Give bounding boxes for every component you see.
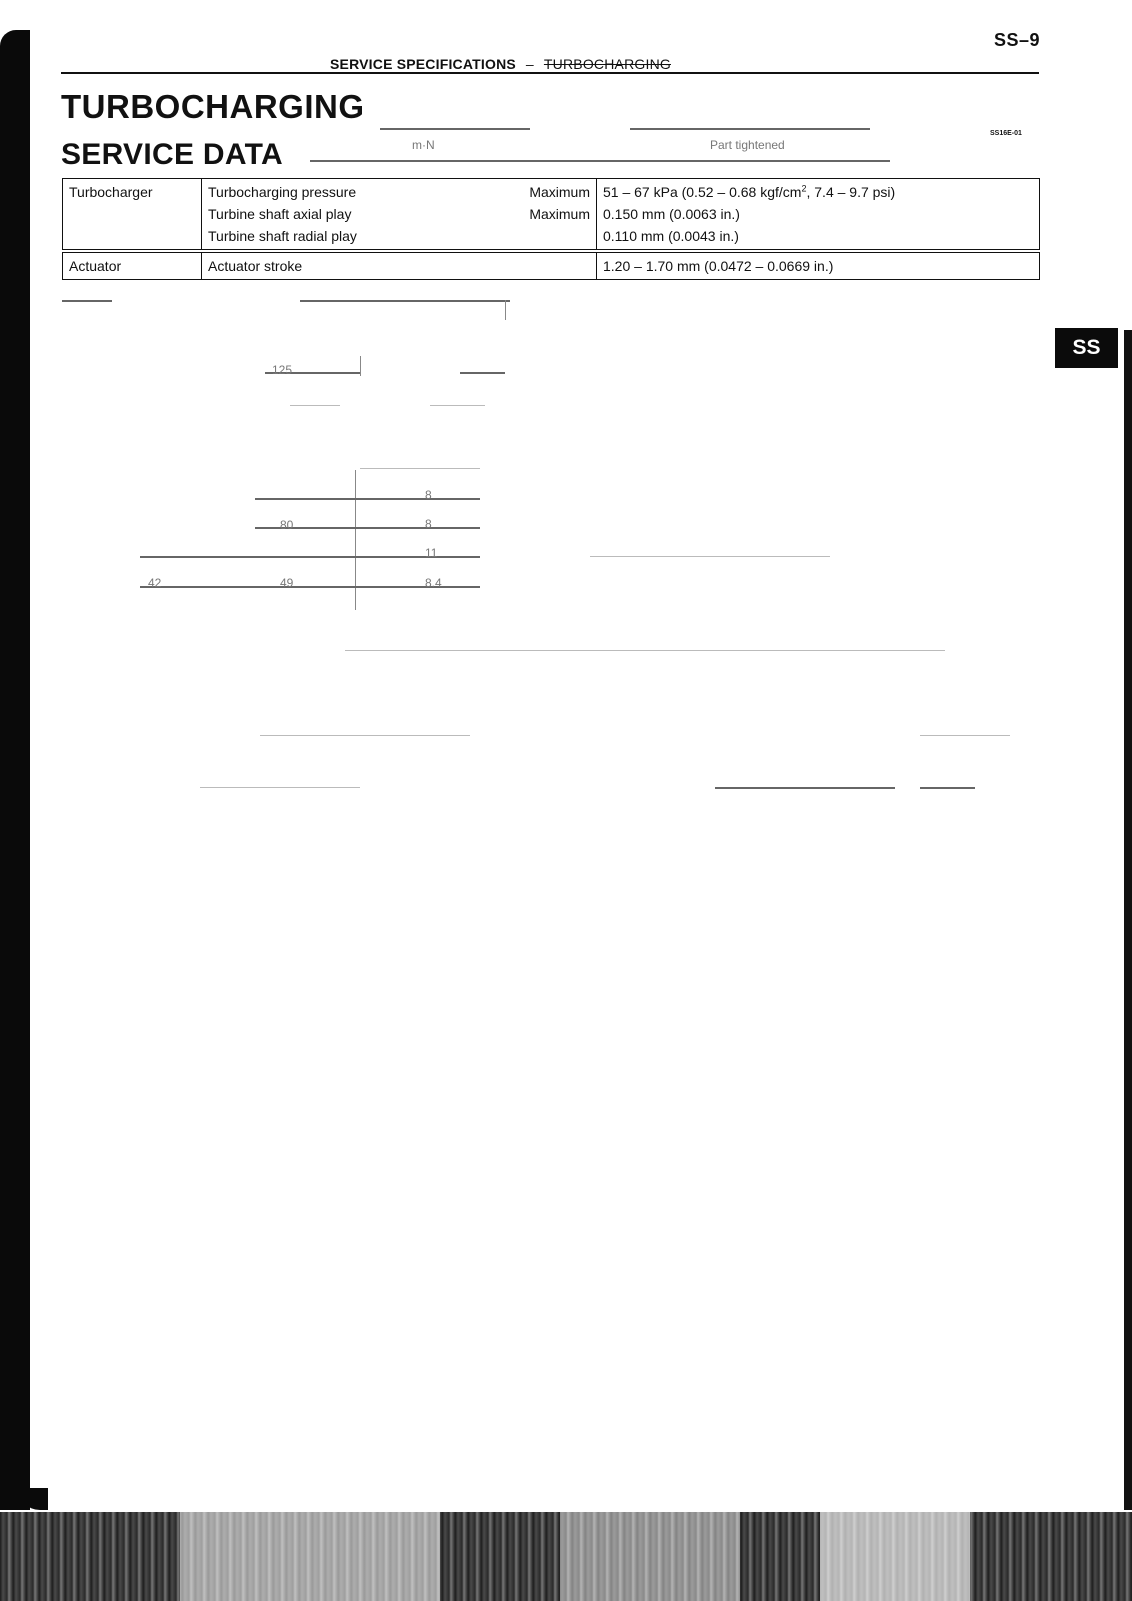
page-title: TURBOCHARGING — [61, 88, 365, 125]
bleed-line — [920, 787, 975, 789]
bleed-line — [310, 160, 890, 162]
table-row — [63, 253, 1040, 280]
bleed-line — [430, 405, 485, 406]
bleed-text: Part tightened — [710, 138, 785, 152]
running-head-section: SERVICE SPECIFICATIONS — [330, 56, 516, 72]
bleed-text: 49 — [280, 576, 294, 590]
limit-label: Maximum — [529, 184, 590, 200]
item-label: Turbine shaft radial play — [208, 228, 357, 244]
component-cell: Actuator — [63, 253, 202, 280]
value-cell: 1.20 – 1.70 mm (0.0472 – 0.0669 in.) — [597, 253, 1040, 280]
header-rule — [61, 72, 1039, 74]
bleed-text: 8 — [425, 517, 432, 531]
bleed-text: 125 — [272, 363, 293, 377]
page-number: SS–9 — [993, 30, 1040, 50]
bleed-text: 8 — [425, 488, 432, 502]
item-label: Turbine shaft axial play — [208, 206, 352, 222]
bleed-line — [360, 468, 480, 469]
limit-cell — [474, 253, 597, 280]
bleed-line — [380, 128, 530, 130]
bleed-line — [590, 556, 830, 557]
bleed-text: 80 — [280, 518, 294, 532]
bleed-line — [300, 300, 510, 302]
scan-left-edge — [0, 30, 30, 1510]
value-text: 51 – 67 kPa (0.52 – 0.68 kgf/$cm^2$, 7.4 – 9.7 psi) — [603, 183, 896, 200]
bleed-line — [460, 372, 505, 374]
bleed-text: 8.4 — [425, 576, 442, 590]
item-cell: Actuator stroke — [202, 253, 475, 280]
bleed-line — [355, 470, 356, 610]
bleed-line — [630, 128, 870, 130]
bleed-line — [255, 498, 480, 500]
section-tab[interactable]: SS — [1055, 328, 1118, 368]
table-row — [63, 179, 1040, 250]
running-head — [330, 56, 671, 72]
document-code: SS16E-01 — [990, 130, 1022, 137]
section-title: SERVICE DATA — [61, 138, 283, 171]
service-data-table — [62, 178, 1040, 280]
limit-cell — [474, 179, 597, 250]
item-cell — [202, 179, 475, 250]
bleed-line — [290, 405, 340, 406]
running-head-subsection: TURBOCHARGING — [543, 56, 671, 72]
scan-bottom-edge — [0, 1512, 1132, 1601]
limit-label: Maximum — [529, 206, 590, 222]
value-text: 0.150 mm (0.0063 in.) — [603, 206, 740, 222]
bleed-text: m·N — [412, 138, 435, 152]
bleed-line — [200, 787, 360, 788]
component-cell: Turbocharger — [63, 179, 202, 250]
bleed-text: 11 — [425, 546, 438, 560]
running-head-separator: – — [525, 56, 534, 72]
bleed-line — [260, 735, 470, 736]
bleed-line — [715, 787, 895, 789]
bleed-line — [920, 735, 1010, 736]
bleed-line — [505, 300, 506, 320]
scan-right-edge — [1124, 330, 1132, 1510]
value-cell — [597, 179, 1040, 250]
bleed-line — [62, 300, 112, 302]
bleed-line — [360, 356, 361, 376]
item-label: Turbocharging pressure — [208, 184, 357, 200]
bleed-text: 42 — [148, 576, 162, 590]
value-text: 0.110 mm (0.0043 in.) — [603, 228, 739, 244]
bleed-line — [345, 650, 945, 651]
